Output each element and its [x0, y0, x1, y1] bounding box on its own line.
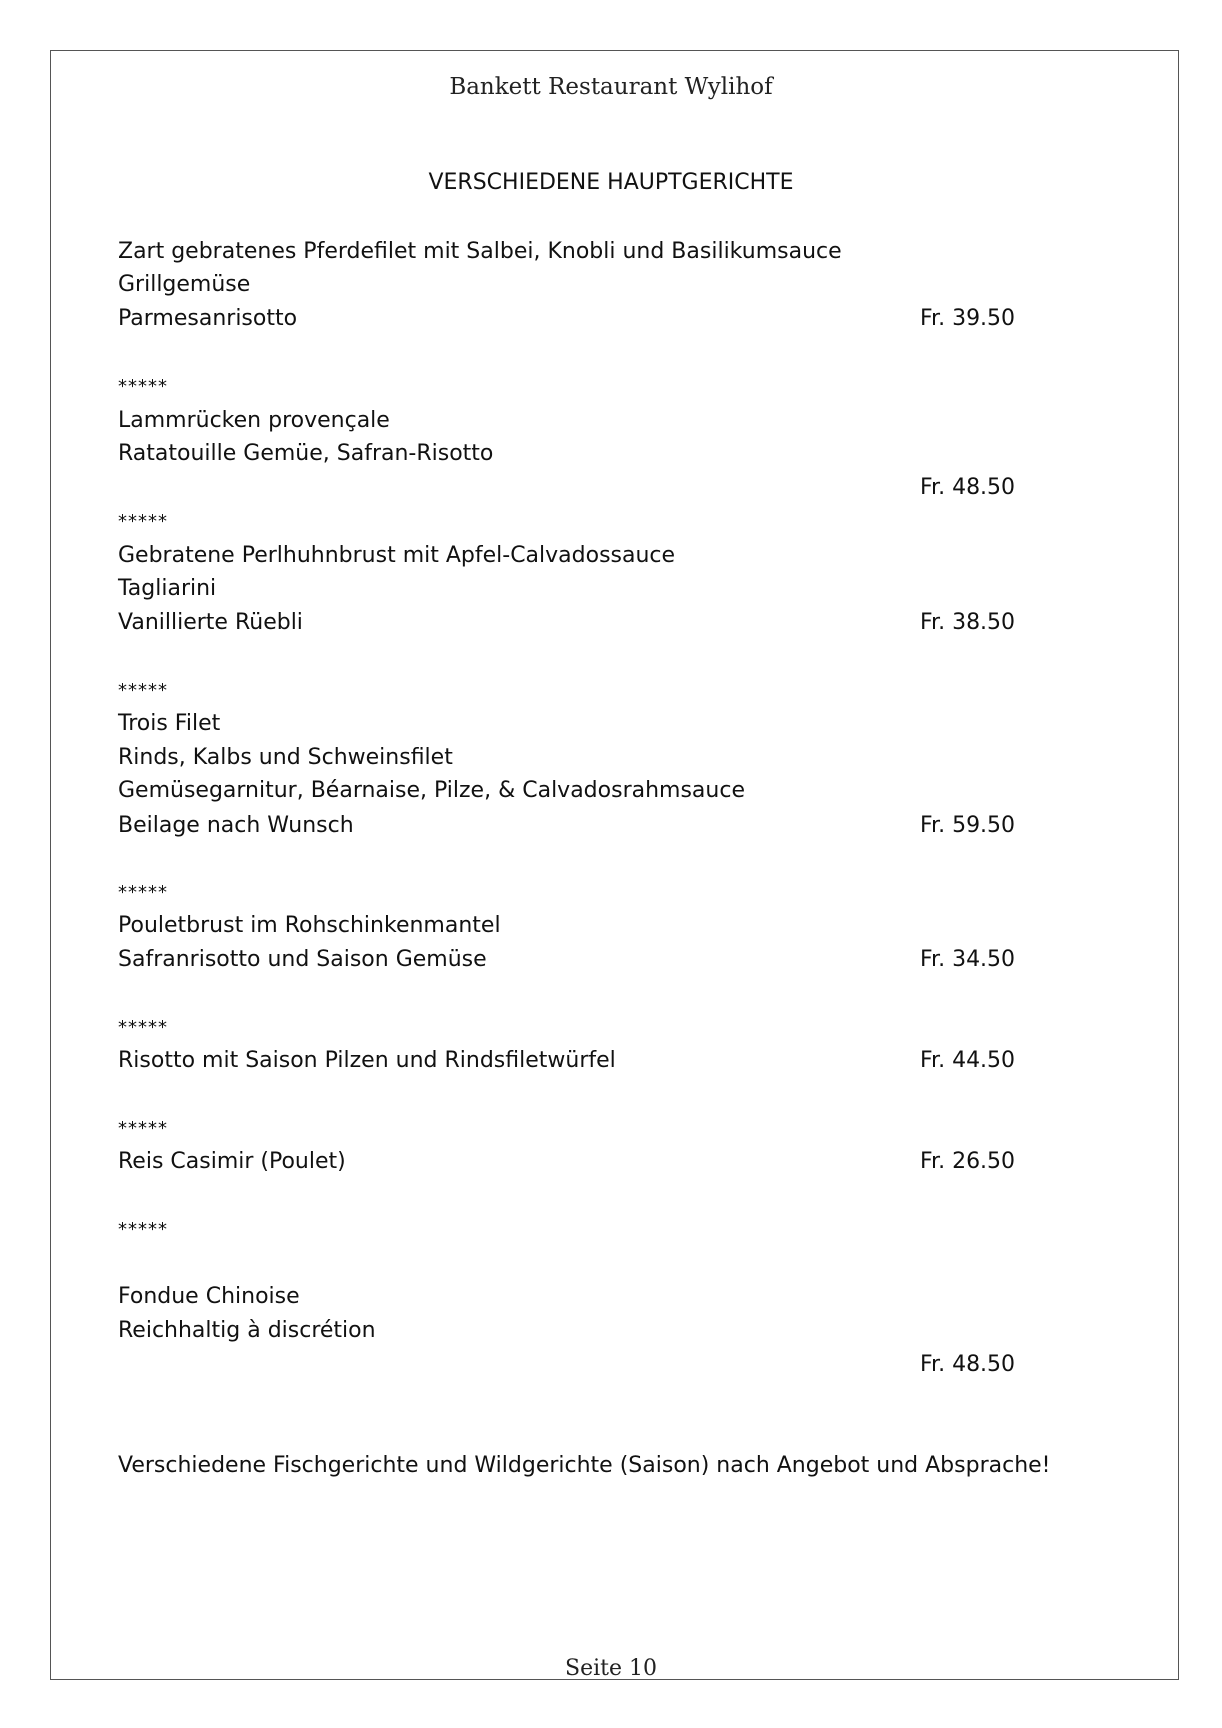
- dish-1-line-2: Grillgemüse: [118, 272, 251, 297]
- dish-4-line-3: Gemüsegarnitur, Béarnaise, Pilze, & Calvadosrahmsauce: [118, 778, 745, 803]
- dish-7-price: Fr. 26.50: [920, 1149, 1016, 1174]
- dish-2-line-2: Ratatouille Gemüe, Safran-Risotto: [118, 441, 494, 466]
- dish-1-price: Fr. 39.50: [920, 306, 1016, 331]
- dish-8-line-1: Fondue Chinoise: [118, 1284, 300, 1309]
- dish-3-line-2: Tagliarini: [118, 576, 217, 601]
- dish-5-price: Fr. 34.50: [920, 947, 1016, 972]
- dish-8-price: Fr. 48.50: [920, 1352, 1016, 1377]
- dish-2-price: Fr. 48.50: [920, 475, 1016, 500]
- separator: *****: [118, 680, 168, 701]
- page-number: Seite 10: [565, 1656, 657, 1681]
- separator: *****: [118, 882, 168, 903]
- dish-3-line-3: Vanillierte Rüebli: [118, 610, 303, 635]
- separator: *****: [118, 1118, 168, 1139]
- footnote: Verschiedene Fischgerichte und Wildgerichte (Saison) nach Angebot und Absprache!: [118, 1453, 1051, 1478]
- dish-8-line-2: Reichhaltig à discrétion: [118, 1318, 376, 1343]
- separator: *****: [118, 376, 168, 397]
- dish-6-line-1: Risotto mit Saison Pilzen und Rindsfiletwürfel: [118, 1048, 616, 1073]
- separator: *****: [118, 1219, 168, 1240]
- dish-7-line-1: Reis Casimir (Poulet): [118, 1149, 346, 1174]
- dish-5-line-2: Safranrisotto und Saison Gemüse: [118, 947, 487, 972]
- section-title: VERSCHIEDENE HAUPTGERICHTE: [428, 170, 794, 195]
- dish-4-line-4: Beilage nach Wunsch: [118, 813, 354, 838]
- dish-6-price: Fr. 44.50: [920, 1048, 1016, 1073]
- restaurant-name: Bankett Restaurant Wylihof: [449, 74, 773, 100]
- dish-5-line-1: Pouletbrust im Rohschinkenmantel: [118, 913, 501, 938]
- dish-3-price: Fr. 38.50: [920, 610, 1016, 635]
- dish-4-line-2: Rinds, Kalbs und Schweinsfilet: [118, 745, 453, 770]
- separator: *****: [118, 1017, 168, 1038]
- separator: *****: [118, 511, 168, 532]
- dish-3-line-1: Gebratene Perlhuhnbrust mit Apfel-Calvadossauce: [118, 543, 676, 568]
- dish-1-line-1: Zart gebratenes Pferdefilet mit Salbei, Knobli und Basilikumsauce: [118, 239, 842, 264]
- dish-4-line-1: Trois Filet: [118, 711, 221, 736]
- dish-1-line-3: Parmesanrisotto: [118, 306, 298, 331]
- dish-2-line-1: Lammrücken provençale: [118, 408, 390, 433]
- dish-4-price: Fr. 59.50: [920, 813, 1016, 838]
